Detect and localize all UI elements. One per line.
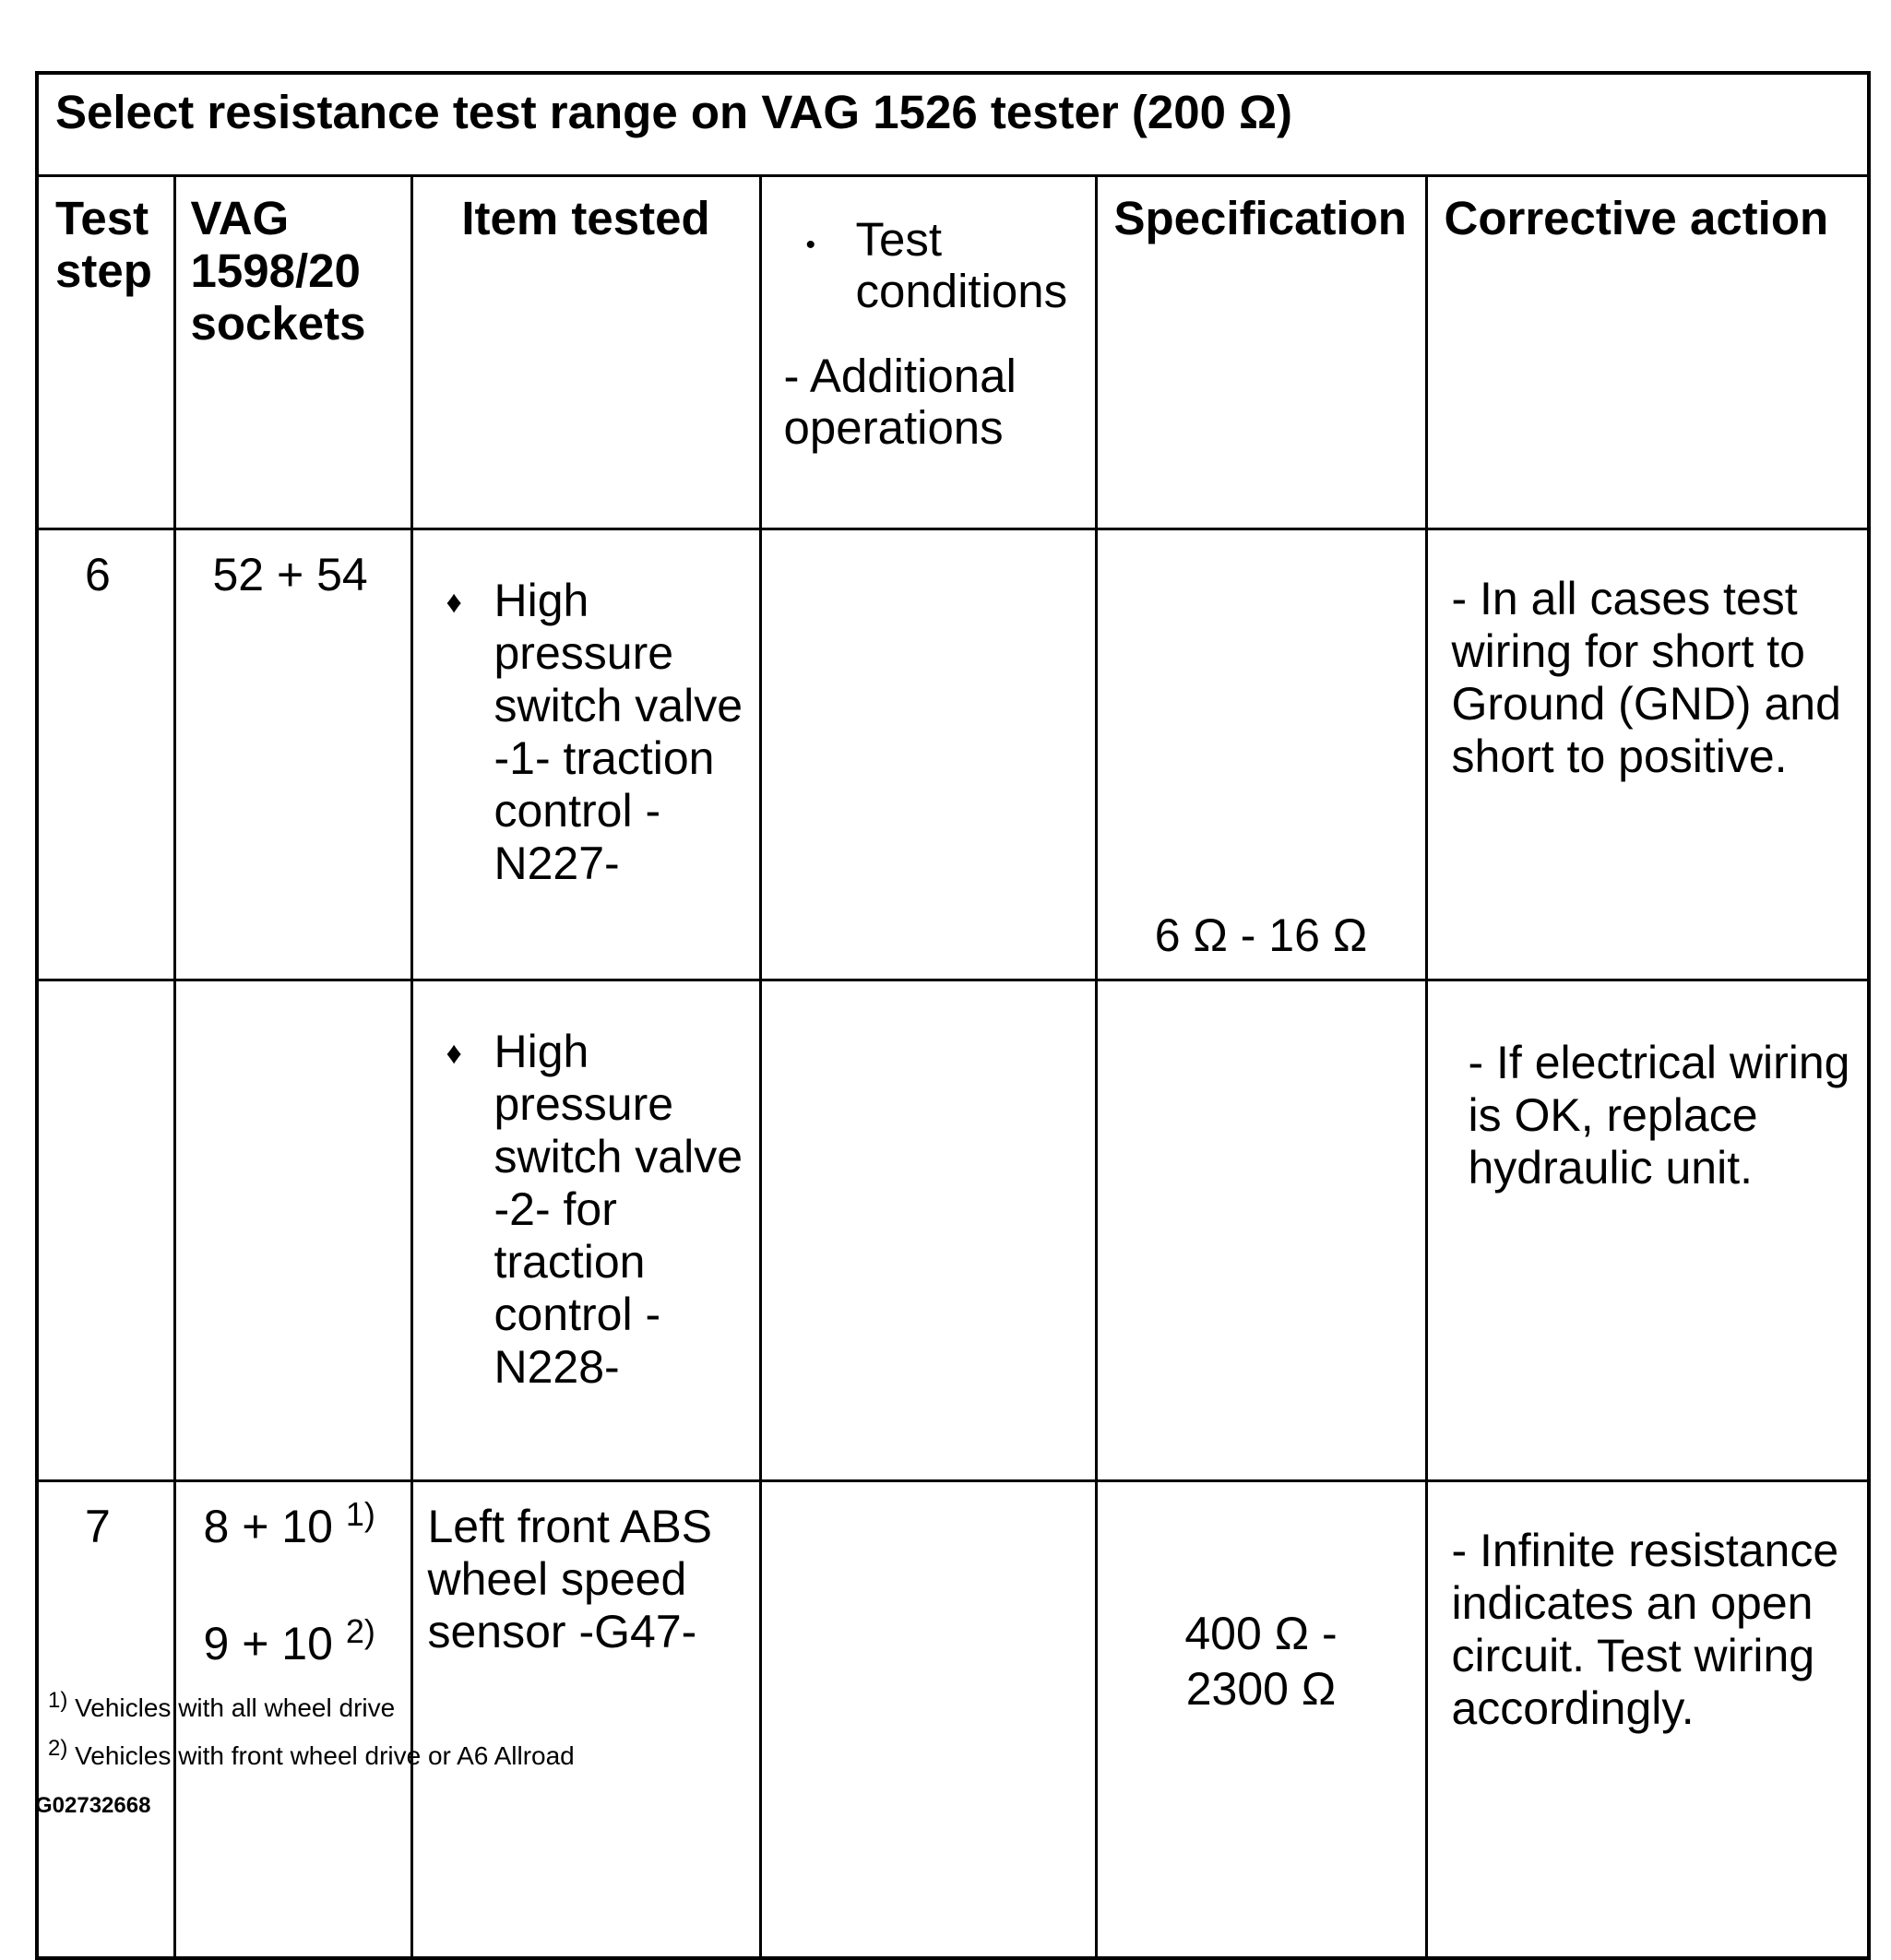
specification-cell <box>1096 529 1426 980</box>
footnote-text: Vehicles with all wheel drive <box>75 1693 396 1722</box>
item-tested-cell <box>411 529 760 980</box>
item-tested-cell: Left front ABS wheel speed sensor -G47- <box>411 1481 760 1959</box>
table-row <box>37 529 1869 980</box>
figure-id: G02732668 <box>35 1793 151 1818</box>
sockets-cell: 52 + 54 <box>174 529 411 980</box>
diamond-bullet-icon: ♦ <box>446 1036 462 1071</box>
sockets-line-awd <box>203 1495 410 1553</box>
header-specification: Specification <box>1096 176 1426 529</box>
sockets-value: 9 + 10 <box>203 1618 333 1669</box>
specification-max: 2300 Ω <box>1185 1663 1337 1715</box>
sockets-line-fwd <box>203 1612 410 1670</box>
table-title: Select resistance test range on VAG 1526 tester (200 Ω) <box>37 73 1869 176</box>
header-test-step: Test step <box>37 176 174 529</box>
corrective-action-cell: - In all cases test wiring for short to Ground (GND) and short to positive. <box>1426 529 1869 980</box>
header-test-conditions <box>760 176 1096 529</box>
footnote-1 <box>48 1688 396 1723</box>
specification-cell <box>1096 980 1426 1481</box>
footnote-mark: 1) <box>48 1688 68 1713</box>
footnote-mark: 2) <box>48 1736 68 1761</box>
footnote-ref: 1) <box>345 1495 375 1533</box>
test-conditions-cell <box>760 1481 1096 1959</box>
test-step-cell: 6 <box>37 529 174 980</box>
specification-min: 400 Ω - <box>1184 1608 1338 1659</box>
footnote-ref: 2) <box>345 1612 375 1650</box>
test-conditions-cell <box>760 980 1096 1481</box>
specification-cell <box>1096 1481 1426 1959</box>
footnote-2 <box>48 1736 575 1771</box>
test-conditions-cell <box>760 529 1096 980</box>
corrective-action-cell: - If electrical wiring is OK, replace hydraulic unit. <box>1426 980 1869 1481</box>
test-step-cell: 7 <box>37 1481 174 1959</box>
item-tested-cell <box>411 980 760 1481</box>
resistance-test-table <box>35 71 1871 1960</box>
header-conditions-label: Test conditions <box>855 213 1068 317</box>
sockets-value: 8 + 10 <box>203 1501 333 1552</box>
item-tested-text: High pressure switch valve -2- for traction control -N228- <box>494 1026 743 1393</box>
corrective-action-cell: - Infinite resistance indicates an open circuit. Test wiring accordingly. <box>1426 1481 1869 1959</box>
item-tested-text: High pressure switch valve -1- traction control -N227- <box>494 575 743 889</box>
header-item-tested: Item tested <box>411 176 760 529</box>
header-additional-operations: - Additional operations <box>783 350 1017 454</box>
test-step-cell <box>37 980 174 1481</box>
header-sockets: VAG 1598/20 sockets <box>174 176 411 529</box>
header-corrective-action: Corrective action <box>1426 176 1869 529</box>
bullet-dot-icon: • <box>805 230 816 260</box>
specification-text: 6 Ω - 16 Ω <box>1154 909 1368 961</box>
table-row <box>37 980 1869 1481</box>
diamond-bullet-icon: ♦ <box>446 585 462 620</box>
sockets-cell <box>174 980 411 1481</box>
footnote-text: Vehicles with front wheel drive or A6 Allroad <box>75 1741 575 1770</box>
